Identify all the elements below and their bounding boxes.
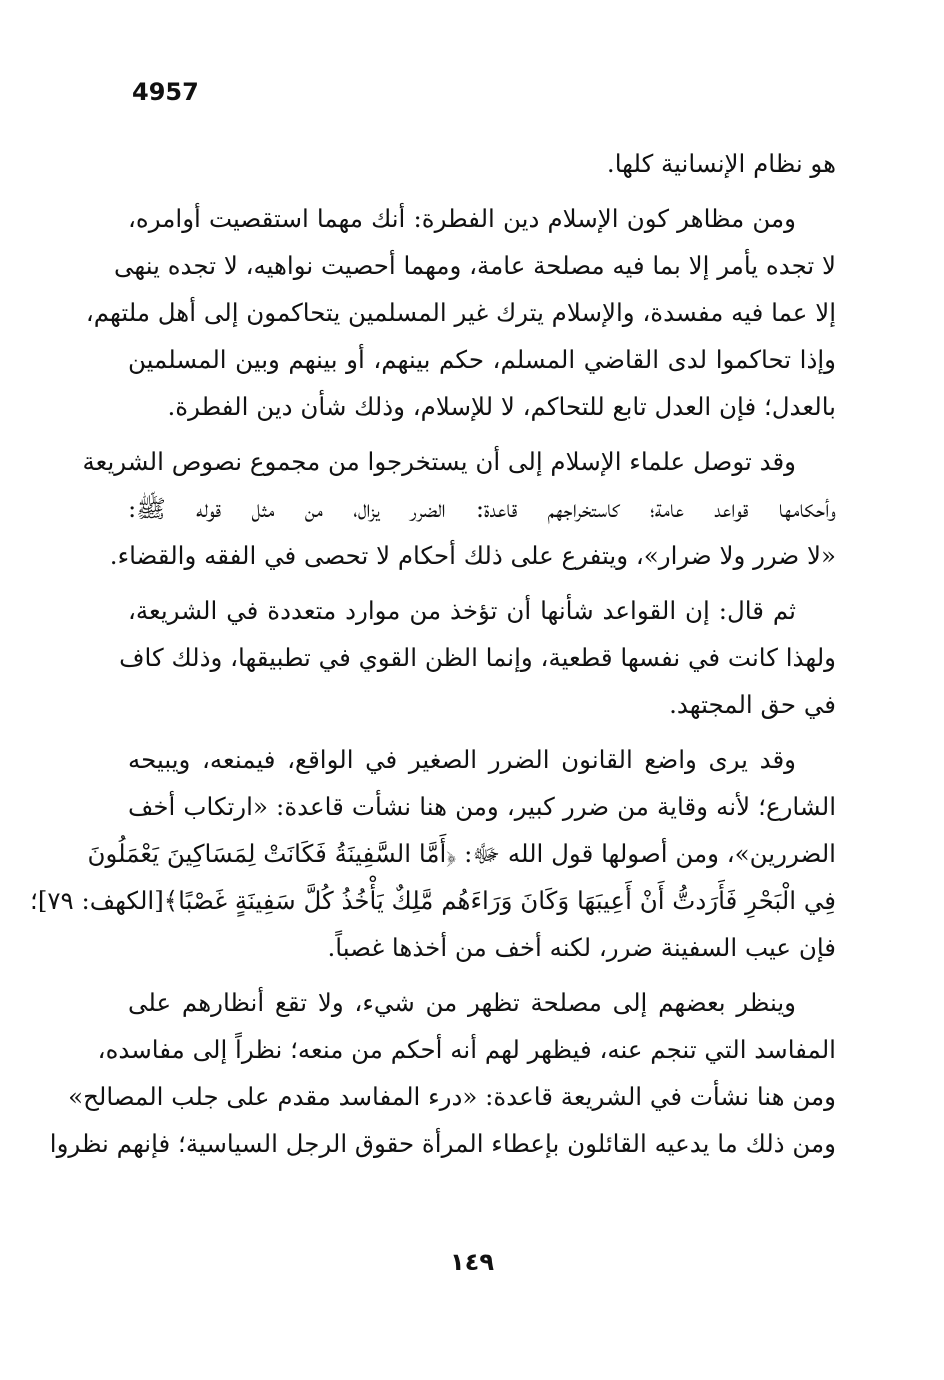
text-line: الشارع؛ لأنه وقاية من ضرر كبير، ومن هنا نشأت قاعدة: «ارتكاب أخف (128, 792, 836, 821)
text-line: هو نظام الإنسانية كلها. (606, 149, 836, 178)
text-line: ثم قال: إن القواعد شأنها أن تؤخذ من موارد متعددة في الشريعة، (128, 596, 796, 625)
text-line: ومن هنا نشأت في الشريعة قاعدة: «درء المفاسد مقدم على جلب المصالح» (68, 1082, 836, 1111)
text-line: وإذا تحاكموا لدى القاضي المسلم، حكم بينهم، أو بينهم وبين المسلمين (128, 345, 836, 374)
text-line: ولهذا كانت في نفسها قطعية، وإنما الظن القوي في تطبيقها، وذلك كاف (119, 643, 836, 672)
text-line: وقد يرى واضع القانون الضرر الصغير في الواقع، فيمنعه، ويبيحه (128, 745, 796, 774)
text-line: وينظر بعضهم إلى مصلحة تظهر من شيء، ولا تقع أنظارهم على (128, 988, 796, 1017)
text-line: ومن ذلك ما يدعيه القائلون بإعطاء المرأة حقوق الرجل السياسية؛ فإنهم نظروا (49, 1129, 836, 1158)
text-line: بالعدل؛ فإن العدل تابع للتحاكم، لا للإسلام، وذلك شأن دين الفطرة. (167, 392, 836, 421)
text-line: ومن مظاهر كون الإسلام دين الفطرة: أنك مهما استقصيت أوامره، (128, 204, 796, 233)
text-line: في حق المجتهد. (669, 690, 836, 719)
page-number: ١٤٩ (450, 1248, 494, 1276)
text-line: المفاسد التي تنجم عنه، فيظهر لهم أنه أحكم من منعه؛ نظراً إلى مفاسده، (97, 1035, 836, 1064)
quran-verse-line: فِي الْبَحْرِ فَأَرَدتُّ أَنْ أَعِيبَهَا وَكَانَ وَرَاءَهُم مَّلِكٌ يَأْخُذُ كُلَّ سَفِينَةٍ غَصْبًا﴾[الكهف: ٧٩]؛ (30, 886, 836, 915)
page-code: 4957 (132, 78, 199, 106)
text-line: وقد توصل علماء الإسلام إلى أن يستخرجوا من مجموع نصوص الشريعة (82, 447, 796, 476)
body-text (30, 140, 836, 1167)
text-line: فإن عيب السفينة ضرر، لكنه أخف من أخذها غصباً. (327, 933, 836, 962)
text-line: إلا عما فيه مفسدة، والإسلام يترك غير المسلمين يتحاكمون إلى أهل ملتهم، (85, 298, 836, 327)
text-line: لا تجده يأمر إلا بما فيه مصلحة عامة، ومهما أحصيت نواهيه، لا تجده ينهى (113, 251, 836, 280)
quran-verse-line: الضررين»، ومن أصولها قول الله ﷻ: ﴿أَمَّا السَّفِينَةُ فَكَانَتْ لِمَسَاكِينَ يَعْمَلُونَ (87, 839, 836, 868)
text-line: وأحكامها قواعد عامة؛ كاستخراجهم قاعدة: الضرر يزال، من مثل قوله ﷺ: (128, 494, 836, 523)
text-line: «لا ضرر ولا ضرار»، ويتفرع على ذلك أحكام لا تحصى في الفقه والقضاء. (109, 541, 836, 570)
